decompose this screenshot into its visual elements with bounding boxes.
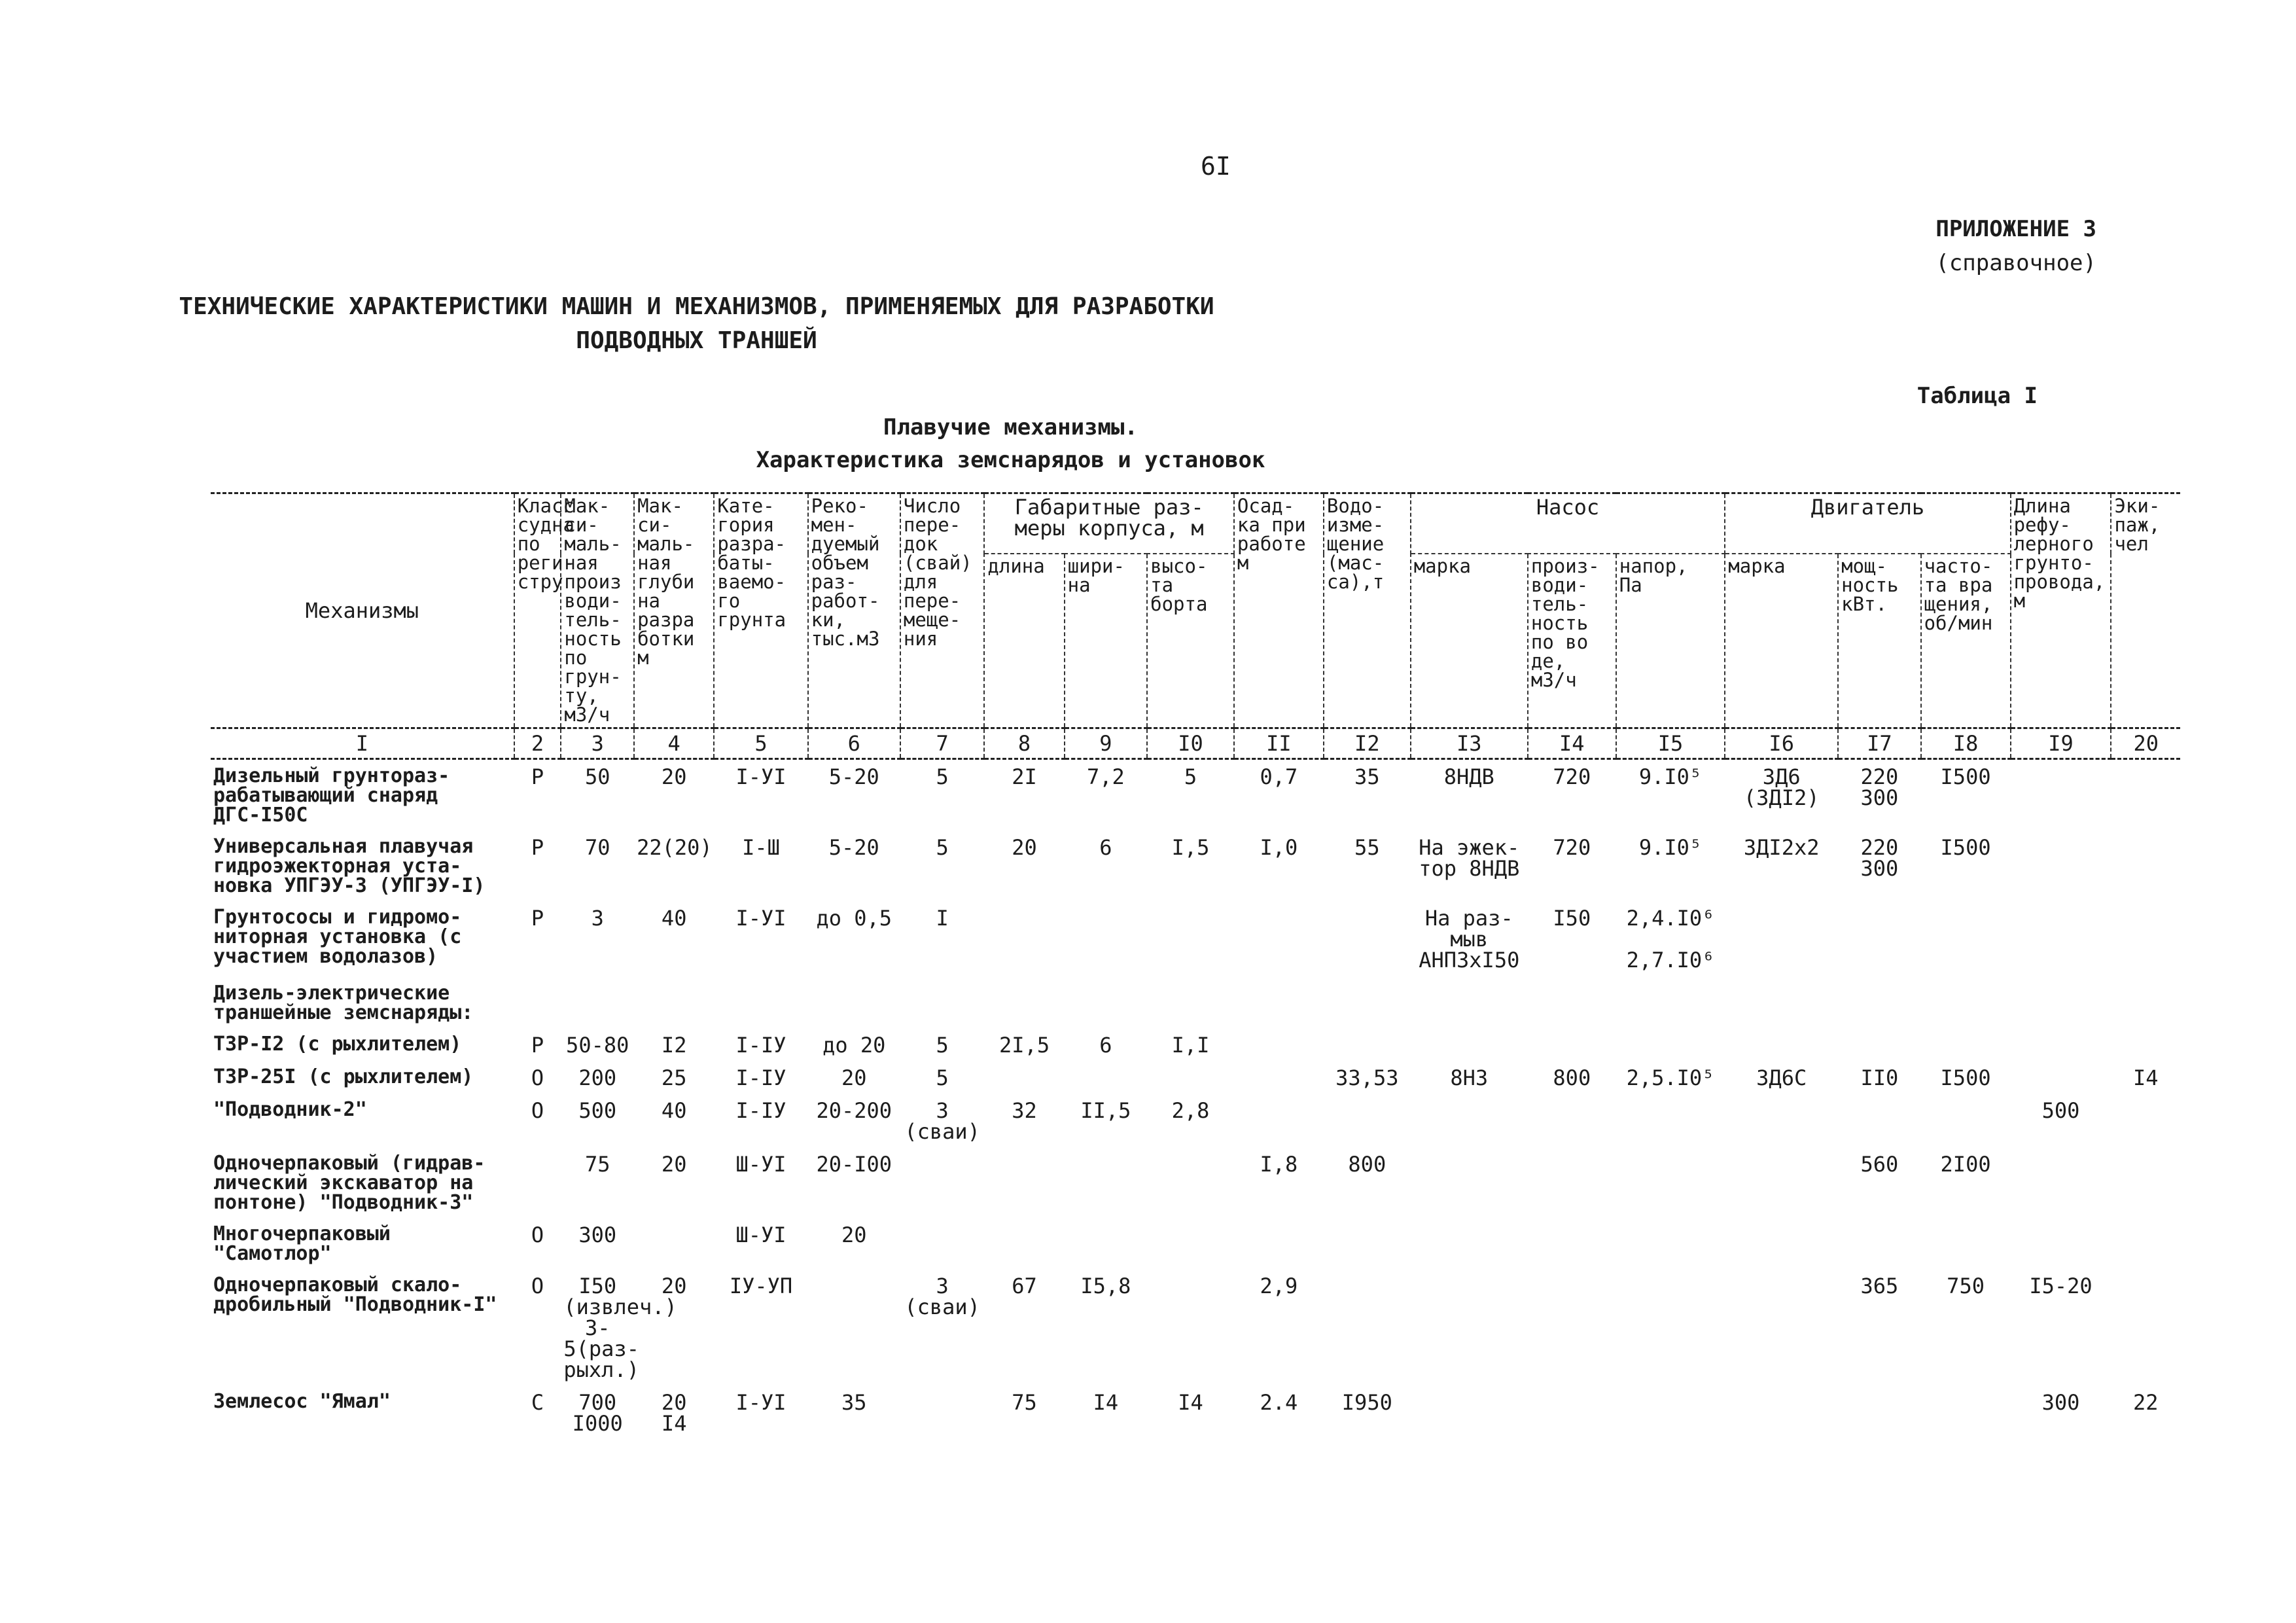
table-cell <box>714 976 807 1028</box>
table-cell: I,I <box>1171 1033 1210 1058</box>
table-row <box>211 1094 2180 1147</box>
table-cell: I4 <box>1178 1390 1203 1415</box>
appendix-note: (справочное) <box>1935 250 2096 276</box>
header-class: Класс судна по реги- стру <box>514 493 561 728</box>
table-cell: Р <box>531 835 544 860</box>
table-cell <box>1921 901 2011 976</box>
table-row <box>211 1385 2180 1439</box>
table-cell <box>2011 759 2111 831</box>
table-cell: I500 <box>1940 764 1991 789</box>
table-cell: 8НДВ <box>1443 764 1494 789</box>
table-cell: На эжек- тор 8НДВ <box>1419 835 1520 881</box>
table-cell <box>1528 1094 1616 1147</box>
table-cell <box>1616 1218 1725 1269</box>
table-cell: 9.I0⁵ <box>1638 764 1703 789</box>
table-cell: 20 <box>841 1065 867 1090</box>
column-number: I4 <box>1528 728 1616 759</box>
table-cell <box>1528 1147 1616 1218</box>
table-cell <box>1616 1269 1725 1385</box>
table-cell <box>900 1218 985 1269</box>
table-cell: 800 <box>1553 1065 1591 1090</box>
header-soil-category: Кате- гория разра- баты- ваемо- го грунта <box>714 493 807 728</box>
specifications-table <box>211 492 2180 1439</box>
mechanism-name: Грунтососы и гидромо- ниторная установка (с участием водолазов) <box>213 906 462 968</box>
column-number: 20 <box>2111 728 2180 759</box>
table-cell: 5 <box>936 764 949 789</box>
table-cell: 3 <box>591 906 604 931</box>
mechanism-name: "Подводник-2" <box>213 1098 367 1121</box>
table-cell: 3ДI2х2 <box>1743 835 1820 860</box>
table-cell: 55 <box>1354 835 1380 860</box>
mechanism-name: ТЗР-I2 (с рыхлителем) <box>213 1033 462 1056</box>
header-pipeline-length: Длина рефу- лерного грунто- провода, м <box>2011 493 2111 728</box>
table-cell <box>1411 976 1528 1028</box>
table-cell <box>1411 1094 1528 1147</box>
table-cell: I2 <box>661 1033 687 1058</box>
column-number: I8 <box>1921 728 2011 759</box>
table-cell <box>1065 1218 1147 1269</box>
table-cell: I4 <box>1093 1390 1119 1415</box>
table-cell: 8НЗ <box>1450 1065 1489 1090</box>
table-cell <box>1234 976 1324 1028</box>
table-cell: I950 <box>1341 1390 1392 1415</box>
table-cell: I-IУ <box>735 1033 786 1058</box>
table-cell: I-IУ <box>735 1065 786 1090</box>
column-number: 6 <box>808 728 900 759</box>
table-cell: 3Д6 (3ДI2) <box>1743 764 1820 810</box>
header-pump-productivity: произ- води- тель- ность по во де, м3/ч <box>1528 554 1616 728</box>
header-width: шири- на <box>1065 554 1147 728</box>
table-cell: IУ-УП <box>729 1274 793 1298</box>
table-cell: 2,4.I0⁶ 2,7.I0⁶ <box>1626 906 1715 972</box>
table-row <box>211 901 2180 976</box>
table-cell: Р <box>531 1033 544 1058</box>
column-number: I <box>211 728 514 759</box>
table-cell: 20-I00 <box>816 1152 892 1177</box>
table-cell <box>2111 901 2180 976</box>
table-cell: 5-20 <box>828 835 879 860</box>
table-cell <box>808 976 900 1028</box>
table-cell <box>2111 759 2180 831</box>
mechanism-name: ТЗР-25I (с рыхлителем) <box>213 1065 474 1088</box>
table-cell: 300 <box>2041 1390 2080 1415</box>
table-cell: На раз- мыв АНПЗхI50 <box>1419 906 1520 972</box>
table-cell <box>2111 830 2180 901</box>
table-row <box>211 1218 2180 1269</box>
table-cell: 67 <box>1012 1274 1037 1298</box>
table-cell: I-IУ <box>735 1098 786 1123</box>
table-cell: 20 I4 <box>661 1390 687 1436</box>
column-number: I5 <box>1616 728 1725 759</box>
table-cell <box>1725 1385 1838 1439</box>
table-cell <box>1528 1385 1616 1439</box>
table-cell <box>1411 1385 1528 1439</box>
table-cell <box>1725 1147 1838 1218</box>
table-cell <box>1838 1385 1920 1439</box>
table-cell: I,5 <box>1171 835 1210 860</box>
table-cell: 2I <box>1012 764 1037 789</box>
table-cell: 50-80 <box>566 1033 629 1058</box>
table-cell: 75 <box>584 1152 610 1177</box>
column-number: 2 <box>514 728 561 759</box>
table-cell: 5-20 <box>828 764 879 789</box>
mechanism-name: Многочерпаковый "Самотлор" <box>213 1222 391 1265</box>
table-cell: Ш-УI <box>735 1152 786 1177</box>
header-max-productivity: Мак- си- маль- ная произ води- тель- ность по грун- ту, м3/ч <box>561 493 634 728</box>
table-cell: 2I,5 <box>999 1033 1050 1058</box>
table-cell: 200 <box>578 1065 617 1090</box>
table-cell <box>984 1061 1064 1094</box>
table-cell: I5,8 <box>1080 1274 1131 1298</box>
mechanism-name: Одночерпаковый скало- дробильный "Подводник-I" <box>213 1274 497 1316</box>
header-max-depth: Мак- си- маль- ная глуби на разра ботки м <box>634 493 714 728</box>
table-cell <box>984 901 1064 976</box>
table-cell: 560 <box>1860 1152 1899 1177</box>
table-cell <box>1234 1094 1324 1147</box>
mechanism-name: Дизельный грунтораз- рабатывающий снаряд ДГС-I50С <box>213 764 450 827</box>
table-cell: 2I00 <box>1940 1152 1991 1177</box>
table-cell <box>2011 1061 2111 1094</box>
table-cell <box>1147 901 1234 976</box>
table-cell <box>1838 976 1920 1028</box>
table-cell <box>1616 976 1725 1028</box>
table-cell: 365 <box>1860 1274 1899 1298</box>
table-cell <box>1725 976 1838 1028</box>
table-cell <box>1616 1028 1725 1061</box>
table-cell: Ш-УI <box>735 1222 786 1247</box>
column-number: II <box>1234 728 1324 759</box>
table-cell <box>1065 1061 1147 1094</box>
table-cell: II0 <box>1860 1065 1899 1090</box>
table-cell <box>2011 901 2111 976</box>
table-cell: 20 <box>1012 835 1037 860</box>
table-cell: 2,8 <box>1171 1098 1210 1123</box>
table-cell <box>2111 1218 2180 1269</box>
mechanism-name: Универсальная плавучая гидроэжекторная уста- новка УПГЭУ-3 (УПГЭУ-I) <box>213 835 486 897</box>
table-cell: до 0,5 <box>816 906 892 931</box>
header-engine-rpm: часто- та вра щения, об/мин <box>1921 554 2011 728</box>
table-cell <box>1921 1218 2011 1269</box>
table-cell <box>2011 1147 2111 1218</box>
table-cell <box>1065 976 1147 1028</box>
table-cell: 35 <box>841 1390 867 1415</box>
table-cell <box>561 976 634 1028</box>
table-cell <box>1838 1094 1920 1147</box>
table-cell <box>900 1385 985 1439</box>
table-cell <box>1411 1269 1528 1385</box>
column-number: I0 <box>1147 728 1234 759</box>
header-crew: Эки- паж, чел <box>2111 493 2180 728</box>
header-draft: Осад- ка при работе м <box>1234 493 1324 728</box>
table-cell: 700 I000 <box>572 1390 623 1436</box>
table-cell: 9.I0⁵ <box>1638 835 1703 860</box>
column-number: 5 <box>714 728 807 759</box>
mechanism-name: Одночерпаковый (гидрав- лический экскаватор на понтоне) "Подводник-3" <box>213 1152 486 1214</box>
table-cell: I50 (извлеч.) 3-5(раз- рыхл.) <box>563 1274 677 1382</box>
header-pump-brand: марка <box>1411 554 1528 728</box>
table-cell: 5 <box>1184 764 1197 789</box>
table-cell: 720 <box>1553 835 1591 860</box>
table-cell <box>1065 901 1147 976</box>
table-cell <box>1065 1147 1147 1218</box>
column-number: I6 <box>1725 728 1838 759</box>
table-cell: Р <box>531 906 544 931</box>
table-cell <box>1324 1218 1411 1269</box>
table-cell <box>1838 1218 1920 1269</box>
table-cell <box>1528 1218 1616 1269</box>
table-cell: 3 (сваи) <box>904 1274 980 1319</box>
table-cell <box>1921 976 2011 1028</box>
table-cell <box>1838 901 1920 976</box>
table-cell <box>1528 976 1616 1028</box>
header-height: высо- та борта <box>1147 554 1234 728</box>
header-length: длина <box>984 554 1064 728</box>
table-body <box>211 759 2180 1440</box>
table-cell <box>2011 1218 2111 1269</box>
table-cell <box>1324 976 1411 1028</box>
column-number: 8 <box>984 728 1064 759</box>
table-cell: I,8 <box>1260 1152 1298 1177</box>
column-number: 9 <box>1065 728 1147 759</box>
column-number: 4 <box>634 728 714 759</box>
table-cell <box>1725 1028 1838 1061</box>
table-cell: 20 <box>661 764 687 789</box>
table-cell: Р <box>531 764 544 789</box>
appendix-title: ПРИЛОЖЕНИЕ 3 <box>1935 216 2096 242</box>
table-cell: 500 <box>2041 1098 2080 1123</box>
table-cell <box>1324 1094 1411 1147</box>
table-cell: 500 <box>578 1098 617 1123</box>
table-cell <box>1324 901 1411 976</box>
table-cell <box>1725 1094 1838 1147</box>
header-engine-brand: марка <box>1725 554 1838 728</box>
table-subtitle-line-1: Плавучие механизмы. <box>883 414 1138 440</box>
table-cell: I,0 <box>1260 835 1298 860</box>
table-cell: 40 <box>661 1098 687 1123</box>
table-cell: I5-20 <box>2029 1274 2093 1298</box>
header-engine-power: мощ- ность кВт. <box>1838 554 1920 728</box>
table-cell <box>900 976 985 1028</box>
header-recommended-volume: Реко- мен- дуемый объем раз- работ- ки, тыс.м3 <box>808 493 900 728</box>
column-number: I7 <box>1838 728 1920 759</box>
table-cell <box>1921 1094 2011 1147</box>
table-cell <box>984 976 1064 1028</box>
table-cell <box>984 1218 1064 1269</box>
table-cell: I500 <box>1940 835 1991 860</box>
table-cell: С <box>531 1390 544 1415</box>
table-cell <box>1616 1147 1725 1218</box>
table-cell: 6 <box>1099 835 1112 860</box>
header-mechanisms: Механизмы <box>211 493 514 728</box>
mechanism-name: Землесос "Ямал" <box>213 1390 391 1413</box>
table-cell: 5 <box>936 1065 949 1090</box>
table-cell: 33,53 <box>1335 1065 1399 1090</box>
table-cell: I50 <box>1553 906 1591 931</box>
table-cell: 20 <box>661 1274 687 1298</box>
table-row <box>211 1269 2180 1385</box>
header-dimensions-group: Габаритные раз- меры корпуса, м <box>984 493 1234 554</box>
table-cell <box>1234 901 1324 976</box>
table-cell <box>2111 1147 2180 1218</box>
table-cell: 32 <box>1012 1098 1037 1123</box>
column-number-row <box>211 728 2180 759</box>
table-cell <box>1616 1385 1725 1439</box>
table-cell: 0,7 <box>1260 764 1298 789</box>
table-cell: 75 <box>1012 1390 1037 1415</box>
table-cell <box>1725 1269 1838 1385</box>
table-cell: 2,9 <box>1260 1274 1298 1298</box>
table-cell <box>634 1218 714 1269</box>
table-cell: 20-200 <box>816 1098 892 1123</box>
table-cell: I4 <box>2132 1065 2159 1090</box>
header-moves: Число пере- док (свай) для пере- меще- ния <box>900 493 985 728</box>
table-cell <box>984 1147 1064 1218</box>
table-cell: 20 <box>841 1222 867 1247</box>
table-cell <box>1324 1028 1411 1061</box>
table-cell: 6 <box>1099 1033 1112 1058</box>
table-subtitle-line-2: Характеристика земснарядов и установок <box>756 447 1265 473</box>
table-cell <box>634 976 714 1028</box>
table-cell: 750 <box>1947 1274 1985 1298</box>
table-cell: 22 <box>2132 1390 2159 1415</box>
table-cell <box>1147 1061 1234 1094</box>
table-cell <box>514 976 561 1028</box>
table-row <box>211 759 2180 831</box>
table-cell: I-УI <box>735 906 786 931</box>
table-cell: 35 <box>1354 764 1380 789</box>
table-cell <box>2011 1028 2111 1061</box>
table-cell: 5 <box>936 1033 949 1058</box>
header-displacement: Водо- изме- щение (мас- са),т <box>1324 493 1411 728</box>
column-number: I9 <box>2011 728 2111 759</box>
table-cell: 3 (сваи) <box>904 1098 980 1144</box>
table-row <box>211 1061 2180 1094</box>
table-row <box>211 1028 2180 1061</box>
table-cell: до 20 <box>822 1033 886 1058</box>
column-number: I3 <box>1411 728 1528 759</box>
table-cell <box>1234 1061 1324 1094</box>
table-cell: I-УI <box>735 764 786 789</box>
table-cell <box>2111 976 2180 1028</box>
table-cell <box>1411 1147 1528 1218</box>
table-cell: 40 <box>661 906 687 931</box>
table-cell <box>1725 1218 1838 1269</box>
table-cell: I <box>936 906 949 931</box>
table-cell <box>1411 1028 1528 1061</box>
table-cell <box>1147 1269 1234 1385</box>
table-cell <box>2011 976 2111 1028</box>
header-engine-group: Двигатель <box>1725 493 2010 554</box>
table-cell <box>514 1147 561 1218</box>
table-cell: 2,5.I0⁵ <box>1626 1065 1715 1090</box>
column-number: 7 <box>900 728 985 759</box>
table-cell: 70 <box>584 835 610 860</box>
table-cell <box>900 1147 985 1218</box>
table-cell: II,5 <box>1080 1098 1131 1123</box>
header-pump-group: Насос <box>1411 493 1725 554</box>
table-cell: 22(20) <box>637 835 713 860</box>
table-cell: 300 <box>578 1222 617 1247</box>
table-cell <box>2111 1094 2180 1147</box>
table-cell: 25 <box>661 1065 687 1090</box>
document-title-line-1: ТЕХНИЧЕСКИЕ ХАРАКТЕРИСТИКИ МАШИН И МЕХАНИЗМОВ, ПРИМЕНЯЕМЫХ ДЛЯ РАЗРАБОТКИ <box>179 293 1214 320</box>
header-pump-head: напор, Па <box>1616 554 1725 728</box>
table-cell <box>1234 1218 1324 1269</box>
table-cell <box>2011 830 2111 901</box>
table-cell: 720 <box>1553 764 1591 789</box>
table-cell: 800 <box>1348 1152 1386 1177</box>
table-row <box>211 830 2180 901</box>
table-cell <box>1147 1218 1234 1269</box>
table-cell: I500 <box>1940 1065 1991 1090</box>
table-cell <box>1616 1094 1725 1147</box>
column-number: 3 <box>561 728 634 759</box>
table-cell: О <box>531 1222 544 1247</box>
page-number: 6I <box>1201 152 1231 181</box>
table-cell: I-Ш <box>742 835 780 860</box>
table-cell: 7,2 <box>1087 764 1125 789</box>
table-row <box>211 1147 2180 1218</box>
table-cell: 220 300 <box>1860 764 1899 810</box>
table-cell: О <box>531 1065 544 1090</box>
table-cell: О <box>531 1098 544 1123</box>
column-number: I2 <box>1324 728 1411 759</box>
table-cell <box>1528 1028 1616 1061</box>
table-label: Таблица I <box>1916 383 2038 409</box>
table-cell <box>1324 1269 1411 1385</box>
table-row <box>211 976 2180 1028</box>
table-cell: 20 <box>661 1152 687 1177</box>
table-cell <box>2111 1028 2180 1061</box>
table-cell <box>1921 1385 2011 1439</box>
table-cell: 2.4 <box>1260 1390 1298 1415</box>
table-cell: 50 <box>584 764 610 789</box>
document-title-line-2: ПОДВОДНЫХ ТРАНШЕЙ <box>576 327 817 354</box>
table-cell <box>1147 1147 1234 1218</box>
table-cell <box>1234 1028 1324 1061</box>
table-cell: 3Д6С <box>1756 1065 1807 1090</box>
table-cell <box>1147 976 1234 1028</box>
table-cell <box>1528 1269 1616 1385</box>
table-cell <box>808 1269 900 1385</box>
table-cell: О <box>531 1274 544 1298</box>
table-cell <box>1921 1028 2011 1061</box>
table-cell: 5 <box>936 835 949 860</box>
table-cell: 220 300 <box>1860 835 1899 881</box>
mechanism-name: Дизель-электрические траншейные земснаряды: <box>213 982 474 1024</box>
table-cell <box>1838 1028 1920 1061</box>
table-cell <box>1725 901 1838 976</box>
table-cell <box>2111 1269 2180 1385</box>
table-cell <box>1411 1218 1528 1269</box>
table-cell: I-УI <box>735 1390 786 1415</box>
